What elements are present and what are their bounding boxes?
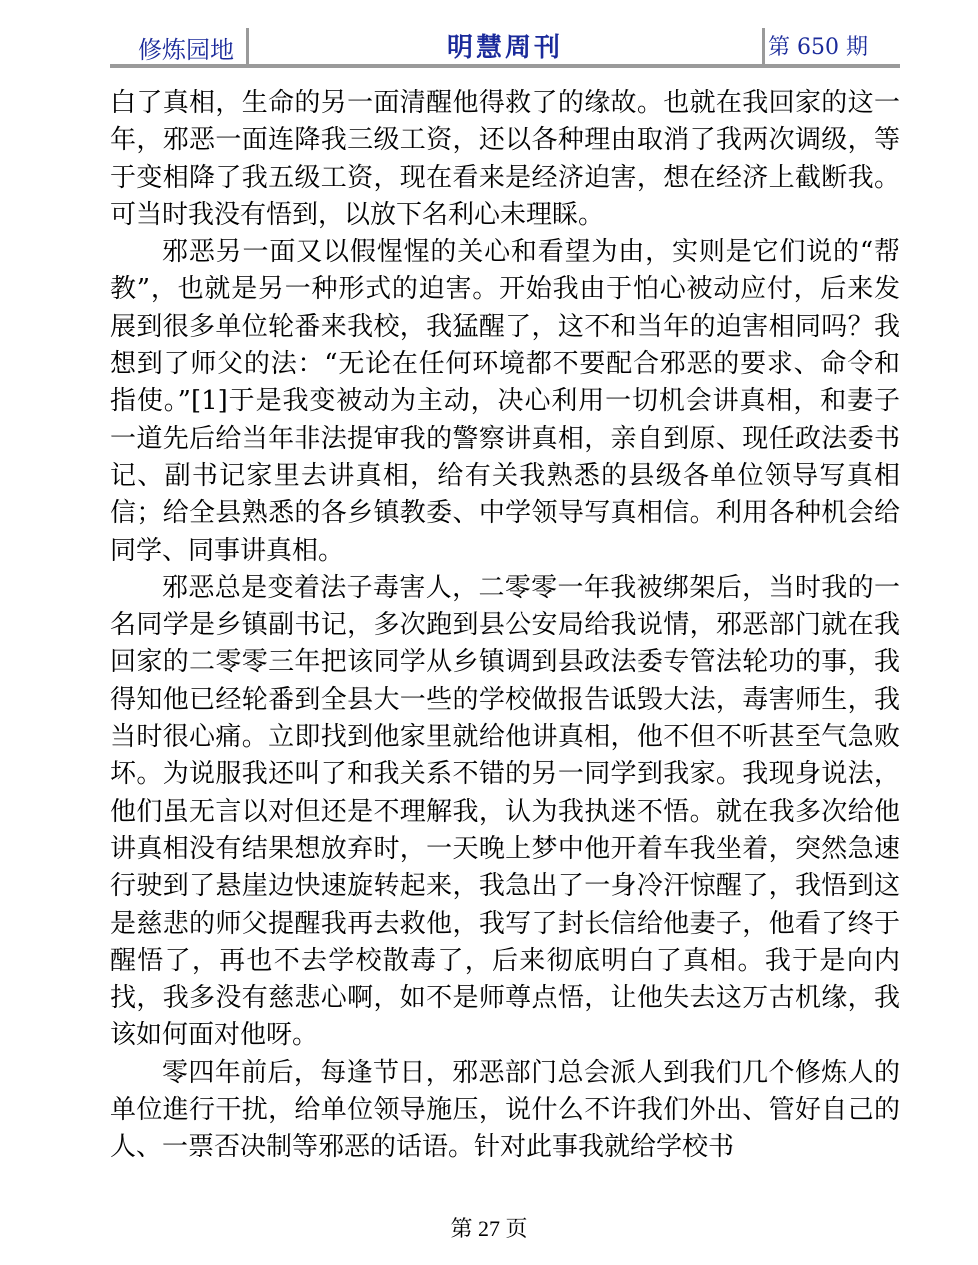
- header-rule: [110, 64, 900, 68]
- page-number: 第 27 页: [450, 1216, 528, 1241]
- issue-number: 第 650 期: [768, 35, 868, 60]
- section-name: 修炼园地: [138, 36, 234, 64]
- header-divider-right: [762, 28, 765, 64]
- paragraph-continued: 白了真相，生命的另一面清醒他得救了的缘故。也就在我回家的这一年，邪恶一面连降我三级工资，还以各种理由取消了我两次调级，等于变相降了我五级工资，现在看来是经济迫害，想在经济上截断我。可当时我没有悟到，以放下名利心未理睬。: [110, 88, 900, 230]
- article-body: [110, 85, 900, 1167]
- publication-title: 明慧周刊: [446, 33, 563, 63]
- page-header: [110, 22, 900, 68]
- paragraph: 零四年前后，每逢节日，邪恶部门总会派人到我们几个修炼人的单位進行干扰，给单位领导施压，说什么不许我们外出、管好自己的人、一票否决制等邪恶的话语。针对此事我就给学校书: [110, 1057, 900, 1163]
- paragraph: 邪恶另一面又以假惺惺的关心和看望为由，实则是它们说的“帮教”，也就是另一种形式的迫害。开始我由于怕心被动应付，后来发展到很多单位轮番来我校，我猛醒了，这不和当年的迫害相同吗？我想到了师父的法：“无论在任何环境都不要配合邪恶的要求、命令和指使。”[1]于是我变被动为主动，决心利用一切机会讲真相，和妻子一道先后给当年非法提审我的警察讲真相，亲自到原、现任政法委书记、副书记家里去讲真相，给有关我熟悉的县级各单位领导写真相信；给全县熟悉的各乡镇教委、中学领导写真相信。利用各种机会给同学、同事讲真相。: [110, 237, 900, 566]
- paragraph: 邪恶总是变着法子毒害人，二零零一年我被绑架后，当时我的一名同学是乡镇副书记，多次跑到县公安局给我说情，邪恶部门就在我回家的二零零三年把该同学从乡镇调到县政法委专管法轮功的事，我得知他已经轮番到全县大一些的学校做报告诋毁大法，毒害师生，我当时很心痛。立即找到他家里就给他讲真相，他不但不听甚至气急败坏。为说服我还叫了和我关系不错的另一同学到我家。我现身说法，他们虽无言以对但还是不理解我，认为我执迷不悟。就在我多次给他讲真相没有结果想放弃时，一天晚上梦中他开着车我坐着，突然急速行驶到了悬崖边快速旋转起来，我急出了一身冷汗惊醒了，我悟到这是慈悲的师父提醒我再去救他，我写了封长信给他妻子，他看了终于醒悟了，再也不去学校散毒了，后来彻底明白了真相。我于是向内找，我多没有慈悲心啊，如不是师尊点悟，让他失去这万古机缘，我该如何面对他呀。: [110, 572, 900, 1051]
